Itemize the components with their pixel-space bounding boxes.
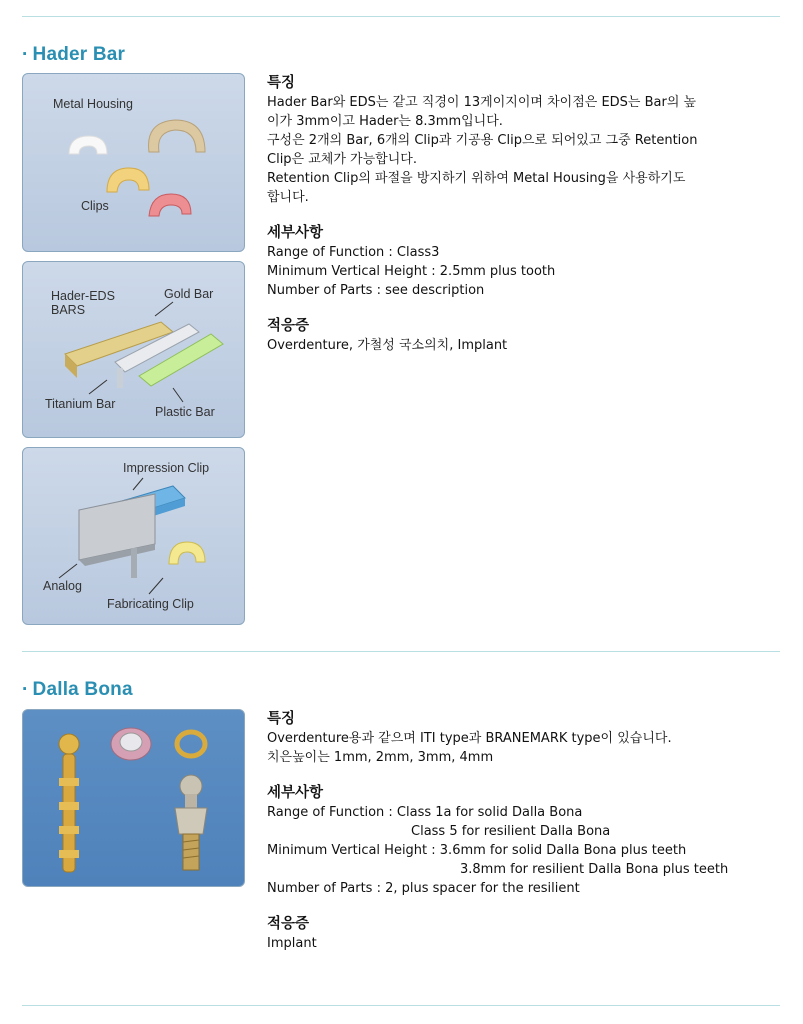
hader-details (267, 223, 782, 300)
abutment (175, 775, 207, 870)
dalla-indication (267, 914, 782, 953)
metal-housing (149, 120, 205, 152)
pointer-analog (59, 564, 77, 578)
pink-clip (149, 194, 191, 216)
dalla-features-heading: 특징 (267, 711, 296, 727)
hader-detail-line: Range of Function : Class3 (267, 245, 440, 260)
dalla-bona-description (267, 709, 782, 969)
dalla-detail-range-2: Class 5 for resilient Dalla Bona (411, 824, 611, 839)
hader-indication-heading: 적응증 (267, 318, 310, 334)
figure-dalla-bona-parts (22, 709, 245, 887)
hader-feature-line: 구성은 2개의 Bar, 6개의 Clip과 기공용 Clip으로 되어있고 그중 Retention (267, 133, 698, 148)
hader-indication-text: Overdenture, 가철성 국소의치, Implant (267, 338, 508, 353)
fabricating-clip (169, 542, 205, 564)
bottom-divider (22, 1005, 780, 1006)
white-clip (69, 136, 107, 154)
label-metal-housing: Metal Housing (53, 97, 133, 111)
hader-feature-line: Retention Clip의 파절을 방지하기 위하여 Metal Housing을 사용하기도 (267, 171, 686, 186)
hader-details-heading: 세부사항 (267, 225, 324, 241)
section-title-dalla-bona: · Dalla Bona (22, 679, 133, 700)
dalla-feature-line: Overdenture용과 같으며 ITI type과 BRANEMARK type이 있습니다. (267, 731, 672, 746)
label-hader-eds-1: Hader-EDS (51, 289, 115, 303)
dalla-details-heading: 세부사항 (267, 785, 324, 801)
dalla-detail-parts: Number of Parts : 2, plus spacer for the resilient (267, 881, 580, 896)
gold-post (59, 734, 79, 872)
dalla-detail-height-2: 3.8mm for resilient Dalla Bona plus teeth (460, 862, 729, 877)
yellow-clip (107, 168, 149, 192)
section-title-hader-bar: · Hader Bar (22, 44, 126, 65)
label-clips: Clips (81, 199, 109, 213)
top-divider (22, 16, 780, 17)
dalla-features (267, 709, 782, 767)
hader-detail-line: Minimum Vertical Height : 2.5mm plus tooth (267, 264, 556, 279)
dalla-indication-heading: 적응증 (267, 916, 310, 932)
figure-impression-analog (22, 447, 245, 625)
pink-cap (111, 728, 151, 760)
hader-features-heading: 특징 (267, 75, 296, 91)
dalla-indication-text: Implant (267, 936, 317, 951)
label-hader-eds-2: BARS (51, 303, 86, 317)
pointer-gold-bar (155, 302, 173, 316)
label-titanium-bar: Titanium Bar (45, 397, 116, 411)
label-impression-clip: Impression Clip (123, 461, 210, 475)
label-plastic-bar: Plastic Bar (155, 405, 215, 419)
dalla-details (267, 783, 782, 898)
label-gold-bar: Gold Bar (164, 287, 214, 301)
hader-feature-line: Clip은 교체가 가능합니다. (267, 152, 417, 167)
pointer-titanium-bar (89, 380, 107, 394)
pointer-plastic-bar (173, 388, 183, 402)
analog-bar (79, 494, 155, 578)
hader-feature-line: 이가 3mm이고 Hader는 8.3mm입니다. (267, 114, 503, 129)
figure-metal-housing-clips (22, 73, 245, 252)
label-analog: Analog (43, 579, 82, 593)
hader-indication (267, 316, 782, 355)
section-divider (22, 651, 780, 652)
dalla-detail-height-1: Minimum Vertical Height : 3.6mm for solid Dalla Bona plus teeth (267, 843, 687, 858)
label-fabricating-clip: Fabricating Clip (107, 597, 194, 611)
hader-features (267, 73, 782, 207)
hader-detail-line: Number of Parts : see description (267, 283, 485, 298)
gold-ring (177, 732, 205, 756)
pointer-impression-clip (133, 478, 143, 490)
hader-feature-line: Hader Bar와 EDS는 같고 직경이 13게이지이며 차이점은 EDS는 Bar의 높 (267, 95, 697, 110)
hader-bar-description (267, 73, 782, 371)
hader-feature-line: 합니다. (267, 190, 309, 205)
dalla-detail-range-1: Range of Function : Class 1a for solid Dalla Bona (267, 805, 583, 820)
dalla-feature-line: 치은높이는 1mm, 2mm, 3mm, 4mm (267, 750, 494, 765)
pointer-fabricating-clip (149, 578, 163, 594)
figure-hader-eds-bars (22, 261, 245, 438)
